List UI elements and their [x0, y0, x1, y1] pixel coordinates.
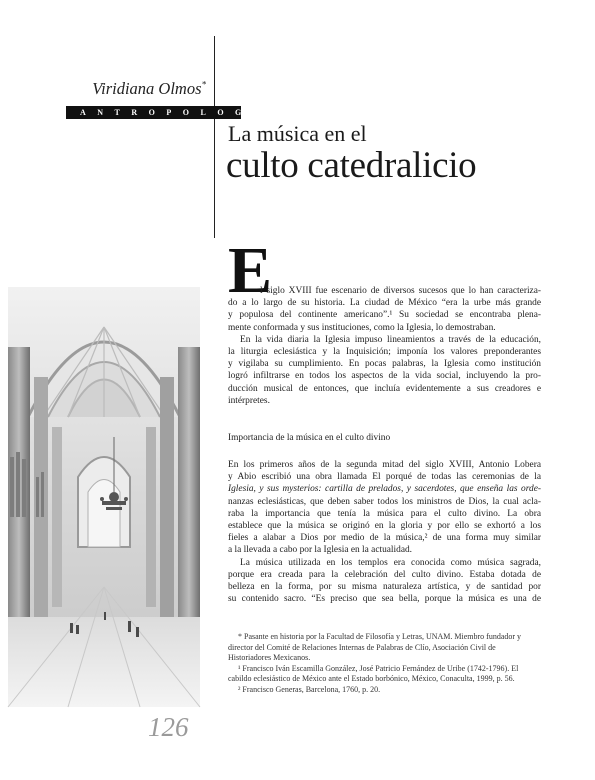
- text-line: porque era creada para la celebración del culto divino. Estaba dotada de: [228, 569, 541, 580]
- text-line: nanzas eclesiásticas, que deben saber todos los ministros de Dios, la cual acla-: [228, 496, 541, 507]
- footnote-line: director del Comité de Relaciones Internas de Palabras de Clío, Asociación Civil de: [228, 642, 496, 652]
- text-line: mente conformada y sus instituciones, como la Iglesia, lo demostraban.: [228, 322, 496, 333]
- vertical-rule: [214, 36, 215, 238]
- intro-paragraph: [228, 285, 541, 407]
- text-line: y vigilaba su cumplimiento. En pocas palabras, la Iglesia como institución: [228, 359, 541, 370]
- footnote-line: * Pasante en historia por la Facultad de Filosofía y Letras, UNAM. Miembro fundador y: [238, 632, 522, 641]
- footnote-line: cabildo eclesiástico de México ante el Estado borbónico, México, Conaculta, 1999, p. 56.: [228, 674, 515, 684]
- cathedral-interior-photo: [8, 287, 200, 707]
- text-line: ducción musical de entonces, que incluía evidentemente a sus creadores e: [228, 383, 541, 394]
- text-line: establece que la música se originó en la gloria y por ello se exhortó a los: [228, 521, 541, 532]
- section-subheading: Importancia de la música en el culto divino: [228, 433, 391, 443]
- section-label: ANTROPOLOGÍA: [66, 106, 241, 119]
- text-line: la liturgia eclesiástica y la Inquisición; imponía los valores preponderantes: [228, 347, 541, 358]
- text-line: intérpretes.: [228, 395, 270, 406]
- text-line: Iglesia, y sus mysterios: cartilla de prelados, y sacerdotes, que enseña las orde-: [228, 484, 541, 495]
- text-line: do a lo largo de su historia. La ciudad de México “era la urbe más grande: [228, 298, 541, 309]
- text-line: fieles a alabar a Dios por medio de la música,² de una forma muy similar: [228, 533, 541, 544]
- body-paragraph: [228, 459, 541, 605]
- drop-cap: E: [228, 234, 273, 307]
- footnotes: [228, 632, 541, 696]
- footnote-line: ² Francisco Generas, Barcelona, 1760, p. 20.: [238, 684, 381, 694]
- article-title-line1: La música en el: [228, 121, 367, 146]
- text-line: En los primeros años de la segunda mitad del siglo XVIII, Antonio Lobera: [228, 460, 541, 470]
- footnote-line: Historiadores Mexicanos.: [228, 653, 311, 663]
- text-line: su contenido sacro. “Es preciso que sea bella, porque la música es una de: [228, 594, 541, 605]
- text-line: En la vida diaria la Iglesia impuso lineamientos a través de la educación,: [240, 334, 541, 345]
- footnote-line: ¹ Francisco Iván Escamilla González, José Patricio Fernández de Uribe (1742-1796). El: [238, 663, 519, 673]
- page-number: 126: [148, 712, 189, 742]
- text-line: logró infiltrarse en todos los aspectos de la vida social, incluyendo la pro-: [228, 371, 541, 382]
- text-line: a la llevada a cabo por la Iglesia en la actualidad.: [228, 545, 413, 556]
- text-line: y Abio escribió una obra llamada El porqué de todas las ceremonias de la: [228, 472, 541, 483]
- author-name: Viridiana Olmos*: [92, 79, 206, 98]
- text-line: l siglo XVIII fue escenario de diversos sucesos que lo han caracteriza-: [260, 286, 541, 296]
- text-line: raba la importancia que tenía la música para el culto divino. La obra: [228, 508, 541, 519]
- article-title-line2: culto catedralicio: [226, 145, 477, 186]
- text-line: La música utilizada en los templos era conocida como música sagrada,: [240, 557, 541, 568]
- text-line: belleza en la forma, por su misma naturaleza artística, y de santidad por: [228, 582, 541, 593]
- text-line: y populosa del continente americano”.¹ Su sociedad se encontraba plena-: [228, 310, 541, 321]
